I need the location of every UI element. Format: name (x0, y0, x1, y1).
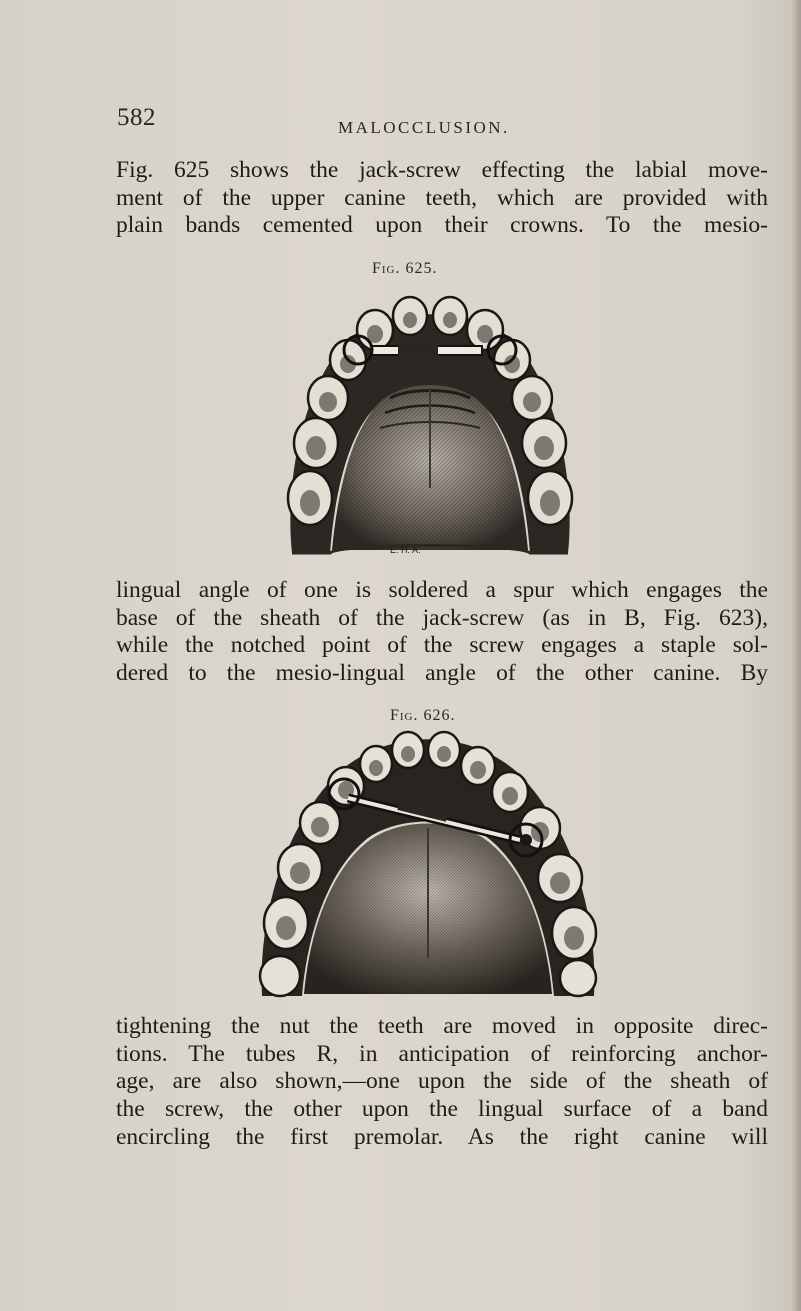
paragraph-1 (116, 157, 768, 240)
figure-625-illustration (280, 288, 580, 563)
text-line: Fig. 625 shows the jack-screw effecting the labial move- (116, 157, 768, 183)
text-line: while the notched point of the screw engages a staple sol- (116, 632, 768, 659)
text-line: age, are also shown,—one upon the side of the sheath of (116, 1068, 768, 1095)
text-line: plain bands cemented upon their crowns. To the mesio- (116, 212, 768, 239)
paragraph-3 (116, 1013, 768, 1152)
artist-initials: E. H. A. (390, 545, 421, 555)
text-line: base of the sheath of the jack-screw (as in B, Fig. 623), (116, 604, 768, 631)
page-edge-shadow (791, 0, 801, 1311)
page-number: 582 (117, 104, 156, 131)
figure-626-illustration (258, 728, 598, 1000)
figure-625-caption: Fig. 625. (372, 260, 438, 277)
text-line: tions. The tubes R, in anticipation of reinforcing anchor- (116, 1040, 768, 1067)
figure-626-caption: Fig. 626. (390, 707, 456, 724)
text-line: ment of the upper canine teeth, which are provided with (116, 184, 768, 211)
text-line: the screw, the other upon the lingual surface of a band (116, 1096, 768, 1123)
running-head: MALOCCLUSION. (338, 118, 510, 137)
text-line: tightening the nut the teeth are moved in opposite direc- (116, 1013, 768, 1039)
text-line: dered to the mesio-lingual angle of the other canine. By (116, 660, 768, 687)
text-line: lingual angle of one is soldered a spur which engages the (116, 577, 768, 603)
paragraph-2 (116, 577, 768, 688)
text-line: encircling the first premolar. As the right canine will (116, 1123, 768, 1150)
